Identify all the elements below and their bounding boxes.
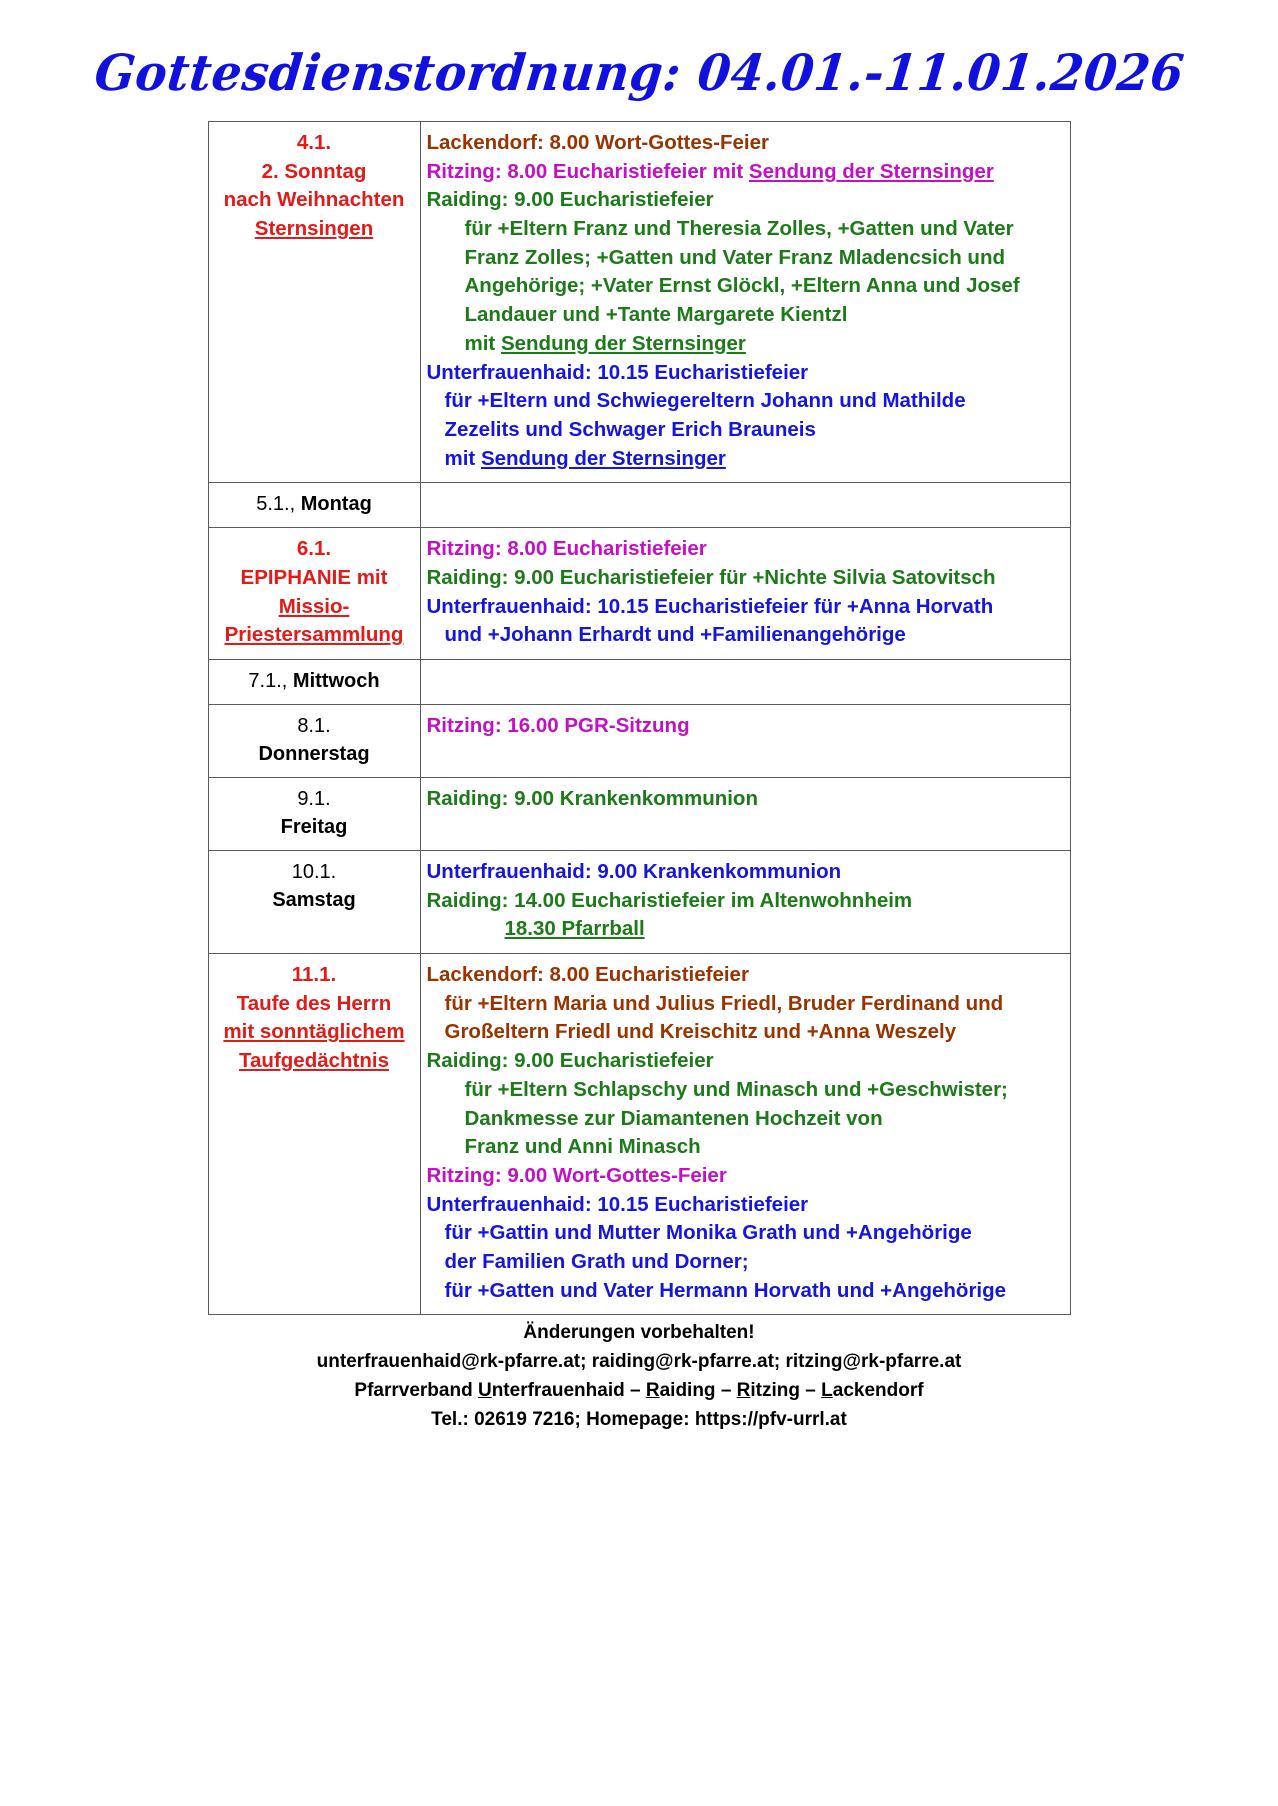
events-list (421, 122, 1070, 482)
event-line-text: mit (464, 331, 501, 355)
event-line: für +Eltern Schlapschy und Minasch und +Geschwister; (464, 1077, 1008, 1101)
event-line: Lackendorf: 8.00 Eucharistiefeier (426, 963, 749, 987)
day-label-line: Priestersammlung (224, 623, 404, 647)
event-line: Unterfrauenhaid: 10.15 Eucharistiefeier (426, 1192, 809, 1216)
event-line: für +Gattin und Mutter Monika Grath und +Angehörige (444, 1221, 972, 1245)
event-line-text: Ritzing: 8.00 Eucharistiefeier mit (426, 159, 749, 183)
day-cell (208, 851, 420, 954)
event-line: Raiding: 9.00 Eucharistiefeier (426, 188, 714, 212)
events-cell (420, 705, 1070, 778)
day-label-line: 8.1. (297, 715, 331, 737)
footer-line: Pfarrverband Unterfrauenhaid – Raiding – Ritzing – Lackendorf (354, 1380, 924, 1402)
event-line: Landauer und +Tante Margarete Kientzl (464, 303, 848, 327)
event-line: Raiding: 9.00 Eucharistiefeier für +Nichte Silvia Satovitsch (426, 565, 996, 589)
table-row (208, 778, 1070, 851)
day-label-line: 6.1. (296, 537, 332, 561)
table-row (208, 122, 1070, 483)
day-label-group (209, 660, 420, 704)
title-container (0, 0, 1278, 121)
day-cell (208, 705, 420, 778)
event-line: Unterfrauenhaid: 10.15 Eucharistiefeier (426, 360, 809, 384)
service-schedule-table (208, 121, 1071, 1315)
day-label-line: Missio- (278, 594, 350, 618)
day-label-line: 7.1., Mittwoch (248, 670, 380, 692)
event-line-emphasis: 18.30 Pfarrball (504, 917, 645, 941)
event-line: Raiding: 9.00 Eucharistiefeier (426, 1049, 714, 1073)
day-label-group (209, 122, 420, 253)
day-label-line: Donnerstag (258, 743, 370, 765)
event-line (427, 158, 1066, 187)
events-cell (420, 778, 1070, 851)
day-label-line: nach Weihnachten (223, 188, 405, 212)
day-label-group (209, 483, 420, 527)
event-line-text: mit (444, 446, 481, 470)
day-label-line: 2. Sonntag (261, 159, 367, 183)
event-line: Zezelits und Schwager Erich Brauneis (444, 417, 816, 441)
events-list (421, 851, 1070, 953)
event-line (427, 330, 1066, 359)
event-line (427, 915, 1066, 944)
footer-line: unterfrauenhaid@rk-pfarre.at; raiding@rk-pfarre.at; ritzing@rk-pfarre.at (316, 1351, 962, 1373)
table-row (208, 660, 1070, 705)
day-label-weekday: Montag (300, 493, 372, 516)
schedule-body (208, 122, 1070, 1315)
day-cell (208, 528, 420, 660)
events-list (421, 660, 1070, 698)
day-label-line: Samstag (272, 889, 356, 911)
footer-line: Tel.: 02619 7216; Homepage: https://pfv-urrl.at (431, 1408, 847, 1430)
day-cell (208, 122, 420, 483)
day-label-group (209, 851, 420, 923)
events-cell (420, 528, 1070, 660)
events-cell (420, 660, 1070, 705)
event-line: Dankmesse zur Diamantenen Hochzeit von (464, 1106, 883, 1130)
event-line: für +Eltern Maria und Julius Friedl, Bruder Ferdinand und (444, 991, 1004, 1015)
event-line: Ritzing: 8.00 Eucharistiefeier (426, 537, 707, 561)
event-line: Großeltern Friedl und Kreischitz und +Anna Weszely (444, 1020, 957, 1044)
event-line-emphasis: Sendung der Sternsinger (748, 159, 994, 183)
events-cell (420, 954, 1070, 1315)
day-cell (208, 660, 420, 705)
event-line: der Familien Grath und Dorner; (444, 1249, 749, 1273)
events-list (421, 778, 1070, 823)
events-cell (420, 122, 1070, 483)
events-list (421, 528, 1070, 659)
event-line: Unterfrauenhaid: 10.15 Eucharistiefeier für +Anna Horvath (426, 594, 994, 618)
footer (208, 1319, 1070, 1435)
event-line: für +Eltern Franz und Theresia Zolles, +Gatten und Vater (464, 217, 1014, 241)
day-label-line: 9.1. (297, 788, 331, 810)
day-label-line: Freitag (280, 816, 348, 838)
day-label-weekday: Mittwoch (292, 670, 380, 692)
event-line: Ritzing: 16.00 PGR-Sitzung (426, 714, 690, 737)
event-line: Lackendorf: 8.00 Wort-Gottes-Feier (426, 131, 769, 154)
day-label-line: EPIPHANIE mit (240, 565, 388, 589)
table-row (208, 483, 1070, 528)
event-line: für +Eltern und Schwiegereltern Johann und Mathilde (444, 389, 966, 413)
day-label-group (209, 954, 420, 1085)
event-line: Franz und Anni Minasch (464, 1135, 701, 1159)
day-label-group (209, 705, 420, 777)
event-line: Raiding: 9.00 Krankenkommunion (426, 787, 758, 810)
event-line: für +Gatten und Vater Hermann Horvath und +Angehörige (444, 1278, 1007, 1302)
day-cell (208, 483, 420, 528)
events-list (421, 483, 1070, 521)
day-label-line: Sternsingen (254, 217, 374, 241)
table-row (208, 954, 1070, 1315)
table-row (208, 851, 1070, 954)
event-line: Raiding: 14.00 Eucharistiefeier im Altenwohnheim (426, 888, 913, 912)
table-row (208, 705, 1070, 778)
event-line-emphasis: Sendung der Sternsinger (500, 331, 746, 355)
day-label-line: Taufe des Herrn (236, 991, 392, 1015)
page-title: Gottesdienstordnung: 04.01.-11.01.2026 (91, 44, 1187, 103)
events-cell (420, 483, 1070, 528)
event-line-emphasis: Sendung der Sternsinger (480, 446, 726, 470)
event-line: Unterfrauenhaid: 9.00 Krankenkommunion (426, 860, 842, 883)
events-list (421, 705, 1070, 750)
events-cell (420, 851, 1070, 954)
event-line (427, 445, 1066, 474)
table-row (208, 528, 1070, 660)
day-label-line: Taufgedächtnis (239, 1049, 389, 1073)
day-label-group (209, 528, 420, 659)
day-label-line: 5.1., Montag (256, 493, 372, 516)
day-label-line: 4.1. (296, 131, 332, 154)
day-label-line: mit sonntäglichem (223, 1020, 405, 1044)
event-line: Angehörige; +Vater Ernst Glöckl, +Eltern Anna und Josef (464, 274, 1020, 298)
day-label-line: 11.1. (291, 963, 337, 987)
event-line: Ritzing: 9.00 Wort-Gottes-Feier (426, 1163, 727, 1187)
day-cell (208, 778, 420, 851)
day-label-line: 10.1. (291, 861, 337, 883)
day-cell (208, 954, 420, 1315)
event-line: Franz Zolles; +Gatten und Vater Franz Mladencsich und (464, 245, 1005, 269)
day-label-group (209, 778, 420, 850)
footer-line: Änderungen vorbehalten! (523, 1322, 755, 1344)
event-line: und +Johann Erhardt und +Familienangehörige (444, 623, 906, 647)
events-list (421, 954, 1070, 1314)
